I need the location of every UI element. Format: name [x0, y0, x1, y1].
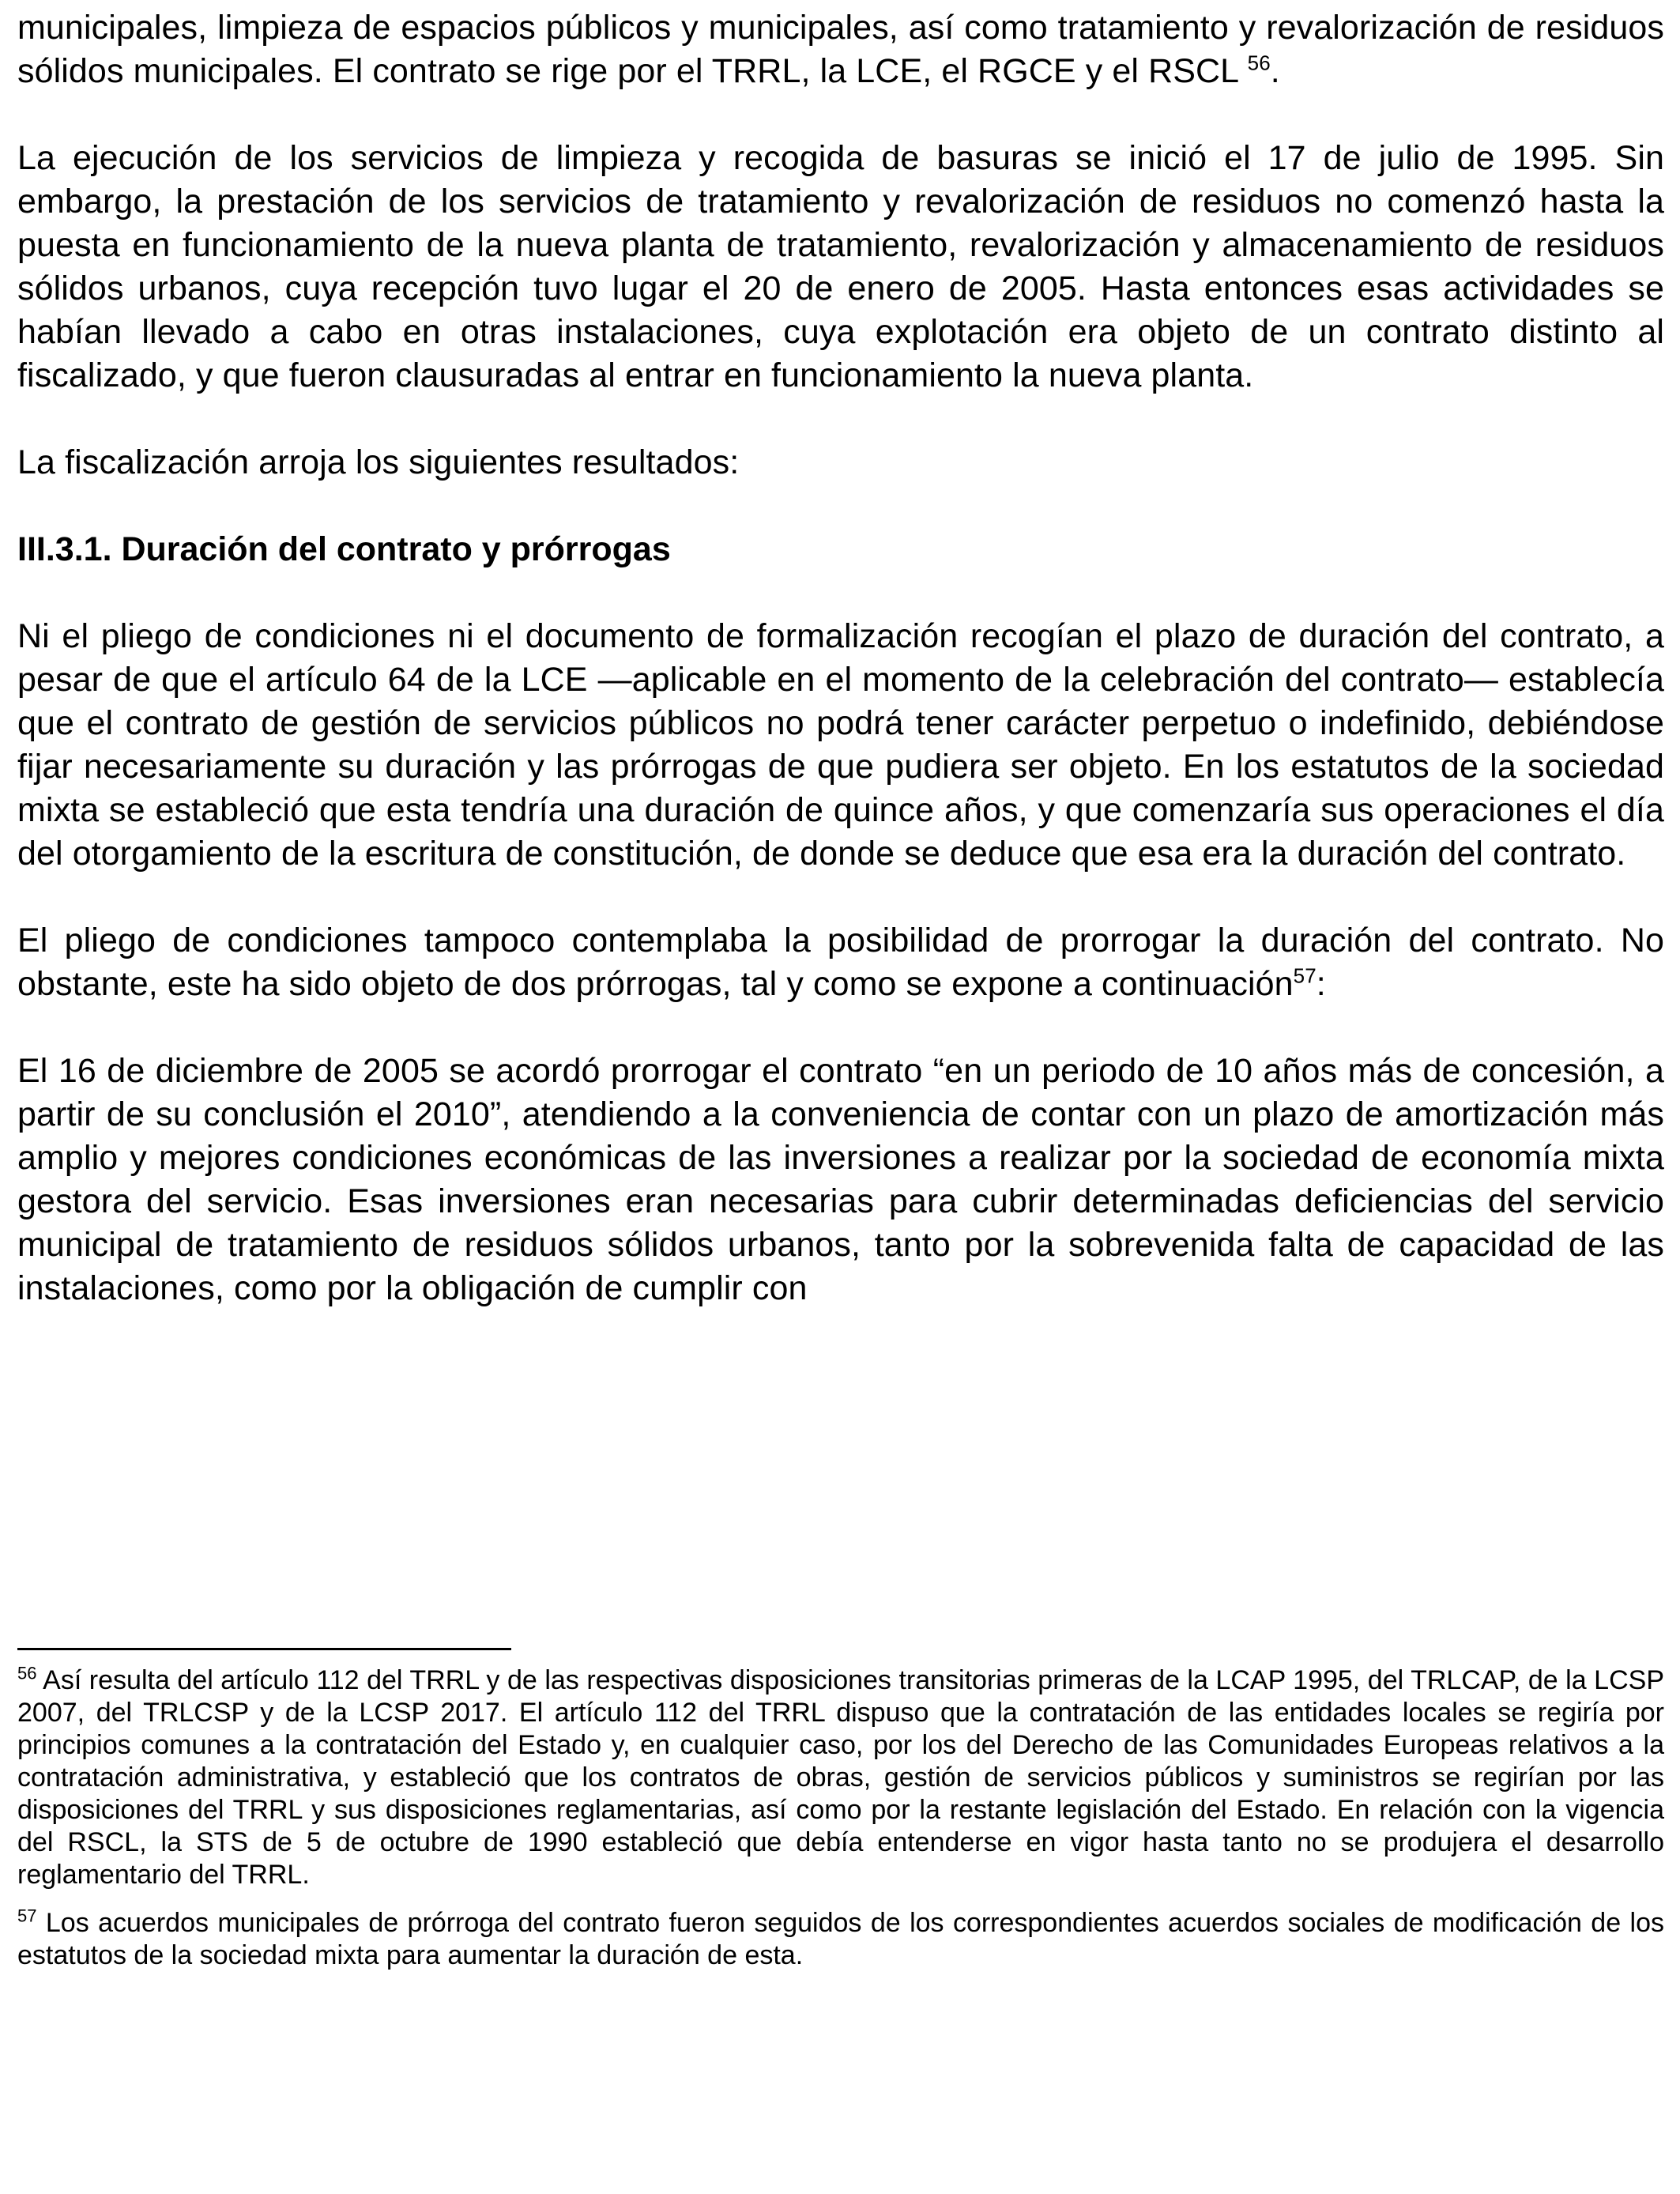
footnote-text: Así resulta del artículo 112 del TRRL y de las respectivas disposiciones transitorias primeras de la LCAP 1995, del TRLCAP, de la LCSP 2007, del TRLCSP y de la LCSP 2017. El artículo 112 del TRRL dispuso que la contratación de las entidades locales se regiría por principios comunes a la contratación del Estado y, en cualquier caso, por los del Derecho de las Comunidades Europeas relativos a la contratación administrativa, y estableció que los contratos de obras, gestión de servicios públicos y suministros se regirían por las disposiciones del TRRL y sus disposiciones reglamentarias, así como por la restante legislación del Estado. En relación con la vigencia del RSCL, la STS de 5 de octubre de 1990 estableció que debía entenderse en vigor hasta tanto no se produjera el desarrollo reglamentario del TRRL. [17, 1665, 1664, 1890]
footnote-number: 57 [17, 1906, 37, 1926]
footnote-ref-56[interactable]: 56 [1247, 51, 1271, 75]
footnote-text: Los acuerdos municipales de prórroga del contrato fueron seguidos de los correspondientes acuerdos sociales de modificación de los estatutos de la sociedad mixta para aumentar la duración de esta. [17, 1908, 1664, 1970]
paragraph-text: municipales, limpieza de espacios públicos y municipales, así como tratamiento y revalorización de residuos sólidos municipales. El contrato se rige por el TRRL, la LCE, el RGCE y el RSCL [17, 9, 1664, 90]
document-body [17, 0, 1664, 1310]
paragraph-tail: . [1270, 52, 1280, 90]
paragraph-results-intro: La fiscalización arroja los siguientes resultados: [17, 443, 740, 481]
paragraph-contract-regime [17, 0, 1664, 93]
paragraph-text: El pliego de condiciones tampoco contemplaba la posibilidad de prorrogar la duración del contrato. No obstante, este ha sido objeto de dos prórrogas, tal y como se expone a continuación [17, 922, 1664, 1003]
footnote-57 [17, 1907, 1664, 1972]
section-heading: III.3.1. Duración del contrato y prórrogas [17, 530, 671, 568]
footnote-separator [17, 1648, 511, 1650]
paragraph-extensions [17, 919, 1664, 1006]
paragraph-service-start: La ejecución de los servicios de limpieza y recogida de basuras se inició el 17 de julio de 1995. Sin embargo, la prestación de los servicios de tratamiento y revalorización de residuos no comenzó hasta la puesta en funcionamiento de la nueva planta de tratamiento, revalorización y almacenamiento de residuos sólidos urbanos, cuya recepción tuvo lugar el 20 de enero de 2005. Hasta entonces esas actividades se habían llevado a cabo en otras instalaciones, cuya explotación era objeto de un contrato distinto al fiscalizado, y que fueron clausuradas al entrar en funcionamiento la nueva planta. [17, 139, 1664, 394]
paragraph-tail: : [1316, 965, 1326, 1003]
paragraph-contract-duration: Ni el pliego de condiciones ni el documento de formalización recogían el plazo de duración del contrato, a pesar de que el artículo 64 de la LCE —aplicable en el momento de la celebración del contrato— establecía que el contrato de gestión de servicios públicos no podrá tener carácter perpetuo o indefinido, debiéndose fijar necesariamente su duración y las prórrogas de que pudiera ser objeto. En los estatutos de la sociedad mixta se estableció que esta tendría una duración de quince años, y que comenzaría sus operaciones el día del otorgamiento de la escritura de constitución, de donde se deduce que esa era la duración del contrato. [17, 617, 1664, 873]
footnote-number: 56 [17, 1663, 37, 1683]
paragraph-first-extension: El 16 de diciembre de 2005 se acordó prorrogar el contrato “en un periodo de 10 años más de concesión, a partir de su conclusión el 2010”, atendiendo a la conveniencia de contar con un plazo de amortización más amplio y mejores condiciones económicas de las inversiones a realizar por la sociedad de economía mixta gestora del servicio. Esas inversiones eran necesarias para cubrir determinadas deficiencias del servicio municipal de tratamiento de residuos sólidos urbanos, tanto por la sobrevenida falta de capacidad de las instalaciones, como por la obligación de cumplir con [17, 1052, 1664, 1307]
footnote-56 [17, 1664, 1664, 1891]
footnotes [17, 1664, 1664, 1972]
footnote-ref-57[interactable]: 57 [1293, 963, 1317, 988]
